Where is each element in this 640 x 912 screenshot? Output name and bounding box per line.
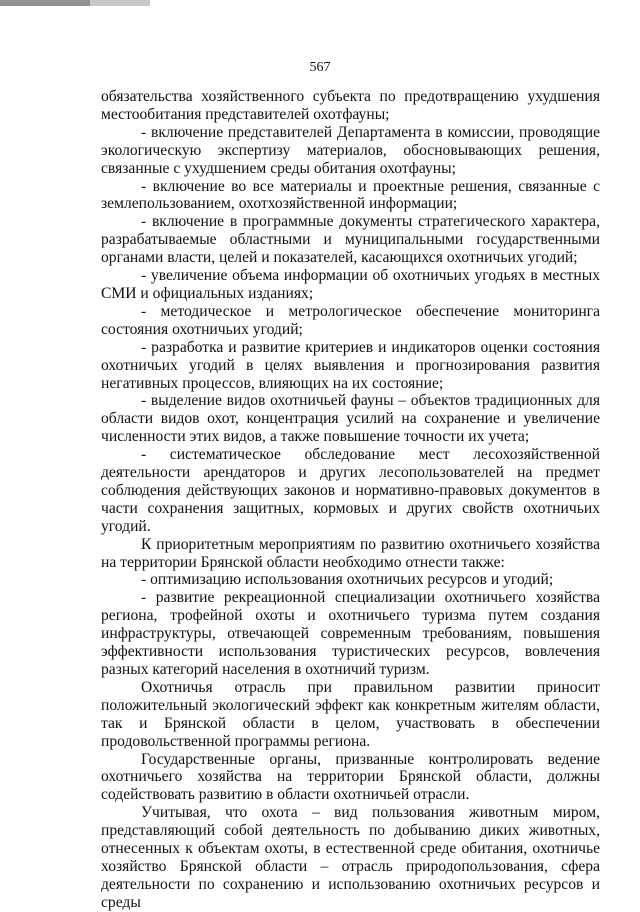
paragraph: Охотничья отрасль при правильном развитии приносит положительный экологический эффект как конкретным жителям области, так и Брянской области в целом, участвовать в обеспечении продовольственной программы региона. [101,678,600,750]
paragraph: - включение представителей Департамента в комиссии, проводящие экологическую экспертизу материалов, обосновывающих решения, связанные с ухудшением среды обитания охотфауны; [101,123,600,177]
paragraph: Государственные органы, призванные контролировать ведение охотничьего хозяйства на территории Брянской области, должны содействовать развитию в области охотничьей отрасли. [101,750,600,804]
page-number: 567 [309,60,331,75]
paragraph: - разработка и развитие критериев и индикаторов оценки состояния охотничьих угодий в целях выявления и прогнозирования развития негативных процессов, влияющих на их состояние; [101,338,600,392]
paragraph: обязательства хозяйственного субъекта по предотвращению ухудшения местообитания представителей охотфауны; [101,88,600,123]
paragraph: Учитывая, что охота – вид пользования животным миром, представляющий собой деятельность по добыванию диких животных, отнесенных к объектам охоты, в естественной среде обитания, охотничье хозяйство Брянской области – отрасль природопользования, сфера деятельности по сохранению и использованию охотничьих ресурсов и среды [101,804,600,911]
document-body [101,88,600,912]
paragraph: - выделение видов охотничьей фауны – объектов традиционных для области видов охот, концентрация усилий на сохранение и увеличение численности этих видов, а также повышение точности их учета; [101,392,600,446]
paragraph: К приоритетным мероприятиям по развитию охотничьего хозяйства на территории Брянской области необходимо отнести также: [101,535,600,571]
paragraph: - включение во все материалы и проектные решения, связанные с землепользованием, охотхозяйственной информации; [101,177,600,213]
paragraph: - включение в программные документы стратегического характера, разрабатываемые областными и муниципальными государственными органами власти, целей и показателей, касающихся охотничьих угодий; [101,213,600,267]
paragraph: - систематическое обследование мест лесохозяйственной деятельности арендаторов и других лесопользователей на предмет соблюдения действующих законов и нормативно-правовых документов в части сохранения защитных, кормовых и других свойств охотничьих угодий. [101,446,600,535]
paragraph: - методическое и метрологическое обеспечение мониторинга состояния охотничьих угодий; [101,302,600,338]
paragraph: - развитие рекреационной специализации охотничьего хозяйства региона, трофейной охоты и охотничьего туризма путем создания инфраструктуры, отвечающей современным требованиям, повышения эффективности использования туристических ресурсов, вовлечения разных категорий населения в охотничий туризм. [101,589,600,678]
scan-edge-mark [0,0,150,6]
paragraph: - увеличение объема информации об охотничьих угодьях в местных СМИ и официальных изданиях; [101,267,600,302]
paragraph: - оптимизацию использования охотничьих ресурсов и угодий; [141,571,554,589]
